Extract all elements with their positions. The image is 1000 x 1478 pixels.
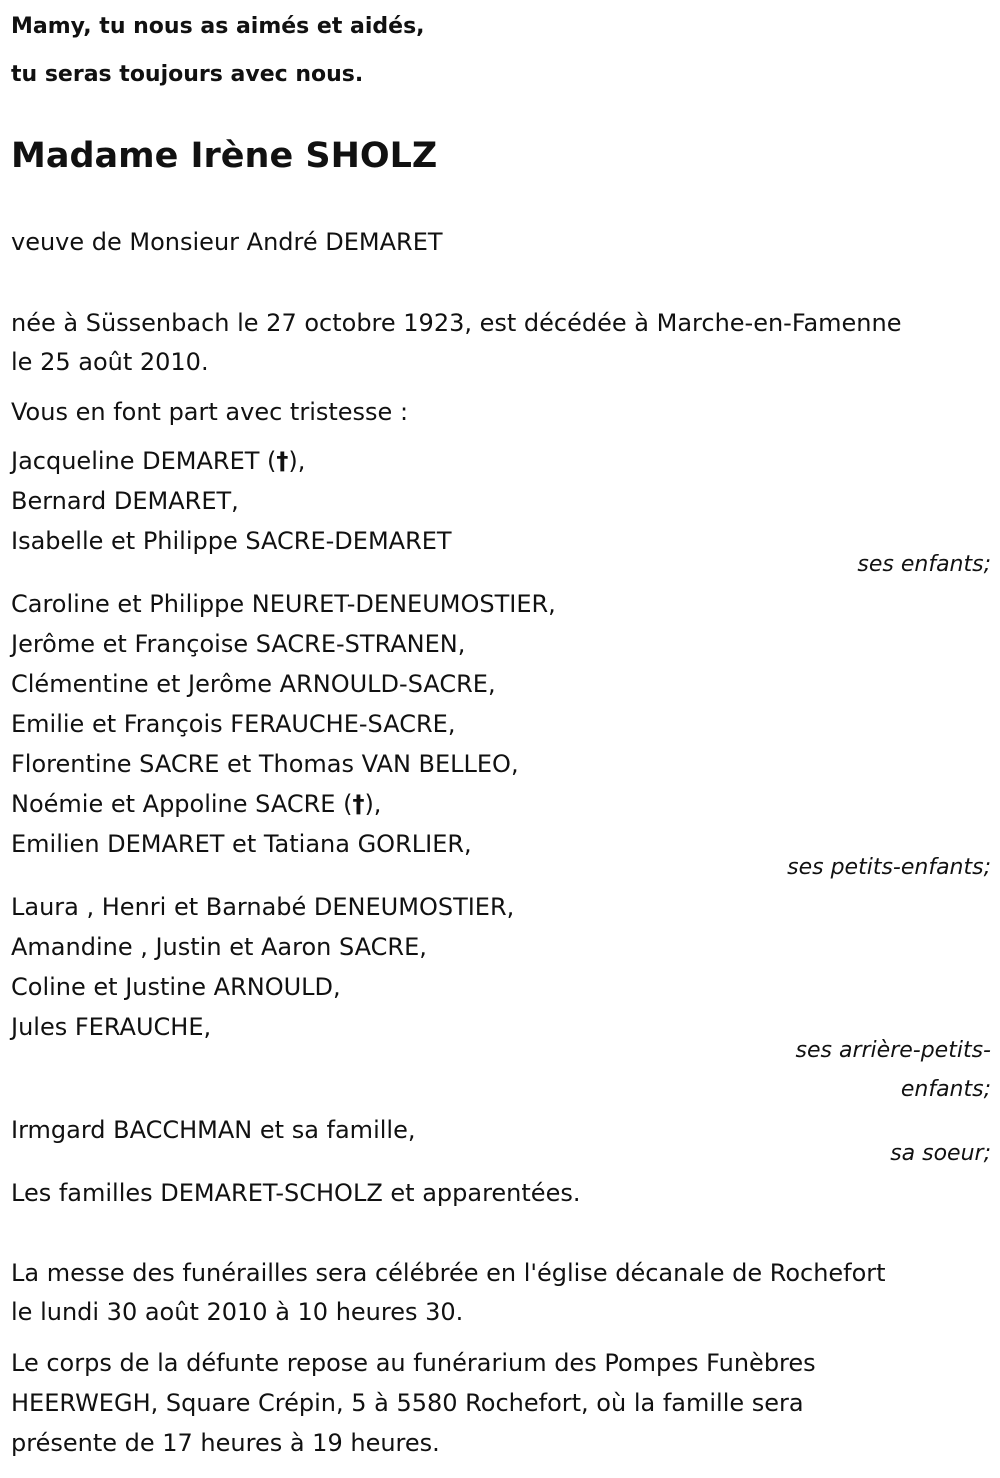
funeral-line-2: le lundi 30 août 2010 à 10 heures 30. (11, 1298, 464, 1326)
role-label-children: ses enfants; (857, 552, 991, 577)
birth-death-line-1: née à Süssenbach le 27 octobre 1923, est décédée à Marche-en-Famenne (11, 309, 902, 337)
great-grandchild-name: Coline et Justine ARNOULD, (11, 973, 341, 1001)
role-label-sister: sa soeur; (890, 1141, 991, 1166)
epitaph-line-1: Mamy, tu nous as aimés et aidés, (11, 14, 425, 39)
grandchild-name: Emilie et François FERAUCHE-SACRE, (11, 710, 456, 738)
child-name-suffix: ), (288, 447, 306, 475)
repose-line-2: HEERWEGH, Square Crépin, 5 à 5580 Rochefort, où la famille sera (11, 1389, 804, 1417)
grandchild-name: Jerôme et Françoise SACRE-STRANEN, (11, 630, 466, 658)
child-name: Isabelle et Philippe SACRE-DEMARET (11, 527, 452, 555)
funeral-line-1: La messe des funérailles sera célébrée en l'église décanale de Rochefort (11, 1259, 886, 1287)
deceased-name: Madame Irène SHOLZ (11, 136, 438, 176)
epitaph-line-2: tu seras toujours avec nous. (11, 62, 364, 87)
great-grandchild-name: Amandine , Justin et Aaron SACRE, (11, 933, 427, 961)
repose-line-3: présente de 17 heures à 19 heures. (11, 1429, 440, 1457)
child-name: Bernard DEMARET, (11, 487, 239, 515)
role-label-great-grandchildren-1: ses arrière-petits- (795, 1038, 991, 1063)
grandchild-name: Florentine SACRE et Thomas VAN BELLEO, (11, 750, 519, 778)
role-label-grandchildren: ses petits-enfants; (787, 855, 991, 880)
great-grandchild-name: Jules FERAUCHE, (11, 1013, 212, 1041)
cross-icon: † (352, 790, 365, 818)
grandchild-name-suffix: ), (364, 790, 382, 818)
child-name-text: Jacqueline DEMARET ( (11, 447, 277, 475)
widow-of: veuve de Monsieur André DEMARET (11, 228, 443, 256)
families-line: Les familles DEMARET-SCHOLZ et apparentées. (11, 1179, 581, 1207)
sister-name: Irmgard BACCHMAN et sa famille, (11, 1116, 416, 1144)
child-name (11, 446, 305, 476)
grandchild-name: Emilien DEMARET et Tatiana GORLIER, (11, 830, 472, 858)
birth-death-line-2: le 25 août 2010. (11, 348, 209, 376)
grandchild-name-text: Noémie et Appoline SACRE ( (11, 790, 353, 818)
role-label-great-grandchildren-2: enfants; (900, 1077, 991, 1102)
grandchild-name: Caroline et Philippe NEURET-DENEUMOSTIER, (11, 590, 556, 618)
grandchild-name (11, 789, 381, 819)
grandchild-name: Clémentine et Jerôme ARNOULD-SACRE, (11, 670, 496, 698)
great-grandchild-name: Laura , Henri et Barnabé DENEUMOSTIER, (11, 893, 515, 921)
announce-text: Vous en font part avec tristesse : (11, 398, 409, 426)
cross-icon: † (276, 447, 289, 475)
repose-line-1: Le corps de la défunte repose au funérarium des Pompes Funèbres (11, 1349, 816, 1377)
